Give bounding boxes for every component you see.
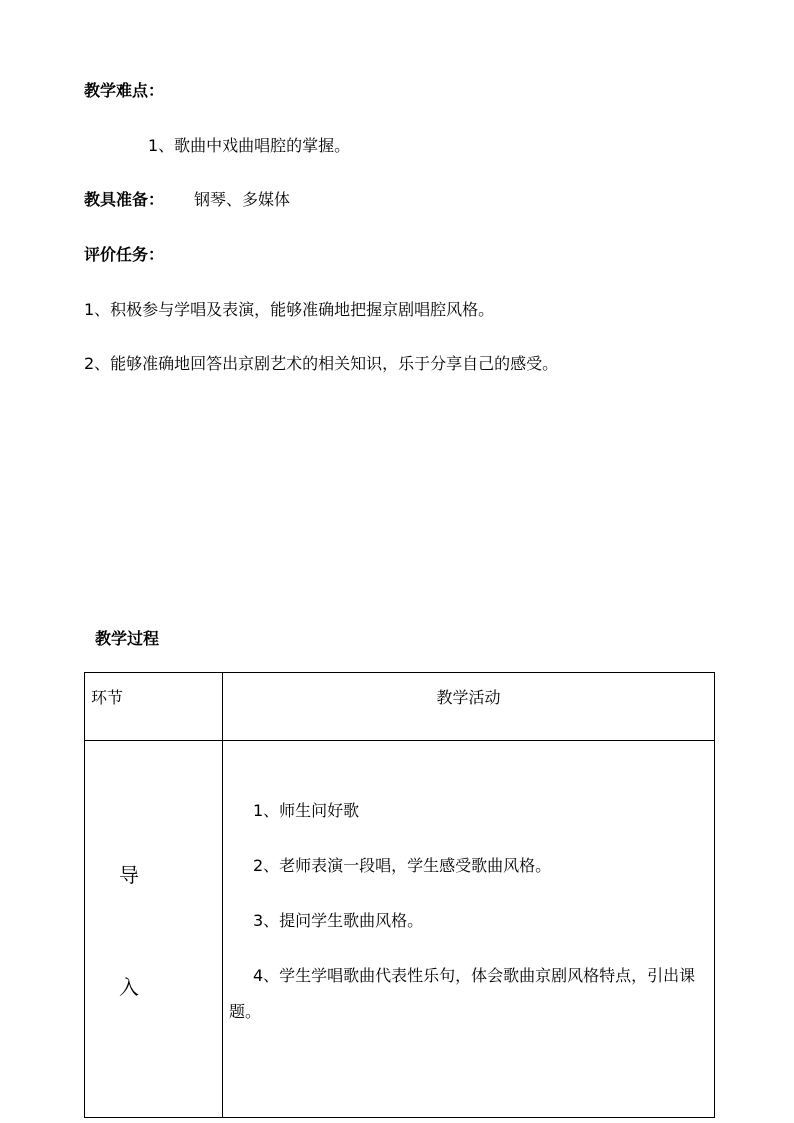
- activities-cell: [223, 741, 715, 1118]
- process-table: [84, 672, 715, 1118]
- evaluation-item-1: 1、积极参与学唱及表演，能够准确地把握京剧唱腔风格。: [84, 300, 495, 319]
- table-header-row: [85, 673, 715, 741]
- evaluation-heading: 评价任务：: [84, 245, 165, 264]
- materials-heading: 教具准备：: [84, 190, 165, 209]
- process-heading: 教学过程: [95, 629, 160, 648]
- header-stage: 环节: [85, 673, 223, 741]
- activity-item-3: 3、提问学生歌曲风格。: [253, 911, 424, 930]
- activity-item-1: 1、师生问好歌: [253, 801, 360, 820]
- materials-line: [84, 190, 290, 210]
- header-activities: 教学活动: [223, 673, 715, 741]
- evaluation-item-2: 2、能够准确地回答出京剧艺术的相关知识，乐于分享自己的感受。: [84, 354, 559, 373]
- difficulty-item: 1、歌曲中戏曲唱腔的掌握。: [148, 136, 351, 155]
- activity-item-2: 2、老师表演一段唱，学生感受歌曲风格。: [253, 856, 552, 875]
- difficulty-heading: 教学难点：: [84, 81, 165, 100]
- activity-item-4: 4、学生学唱歌曲代表性乐句，体会歌曲京剧风格特点，引出课题。: [229, 966, 696, 1021]
- stage-char-2: 入: [119, 975, 139, 999]
- stage-char-1: 导: [119, 863, 139, 887]
- table-row: [85, 741, 715, 1118]
- materials-value: 钢琴、多媒体: [194, 190, 291, 209]
- stage-cell: [85, 741, 223, 1118]
